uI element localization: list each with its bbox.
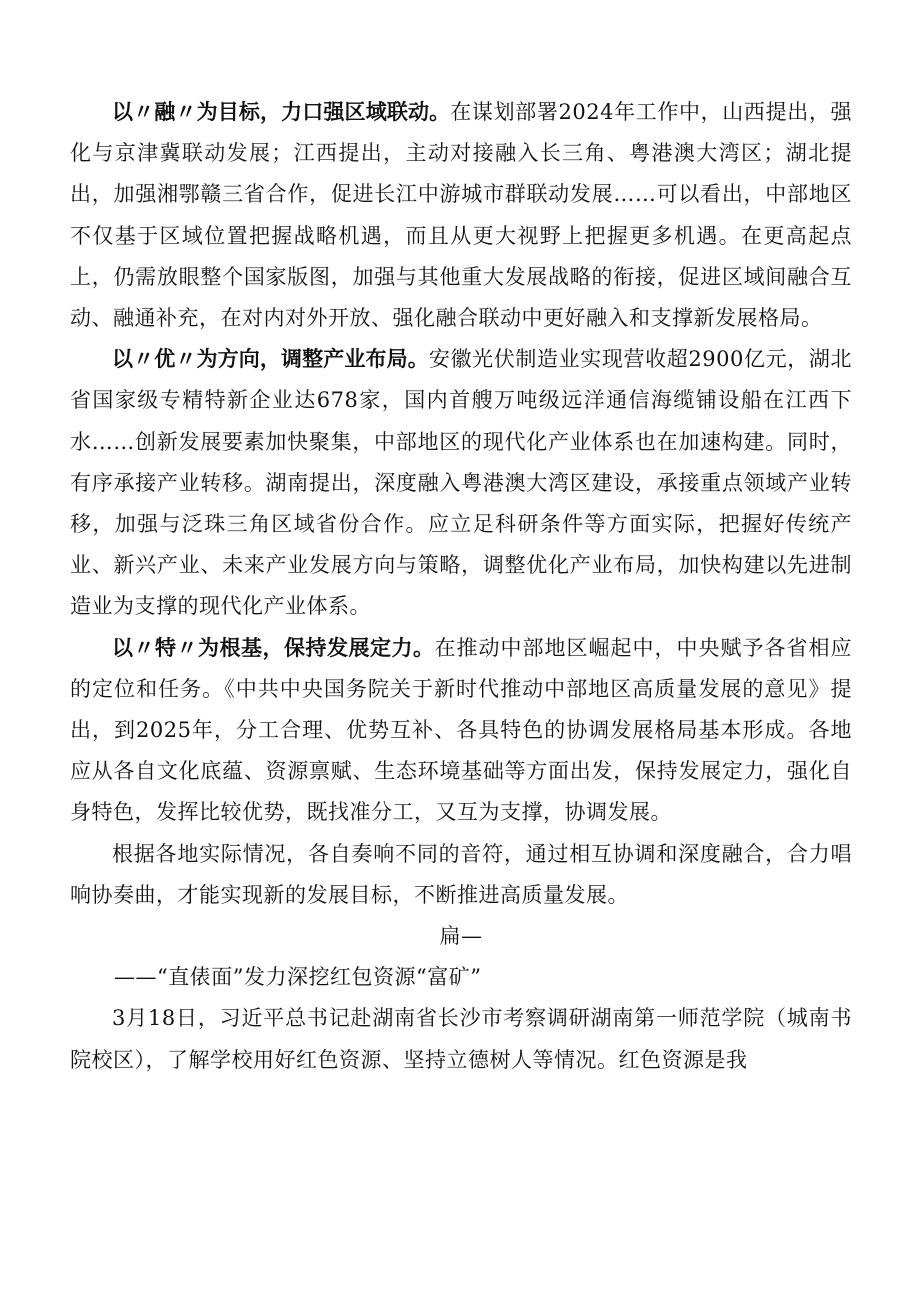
paragraph-1-lead: 以〃融〃为目标，力口强区域联动。 <box>112 100 451 124</box>
paragraph-2 <box>70 339 852 627</box>
paragraph-2-text: 安徽光伏制造业实现营收超2900亿元，湖北省国家级专精特新企业达678家，国内首艘万吨级远洋通信海缆铺设船在江西下水……创新发展要素加快聚集，中部地区的现代化产业体系也在加速构建。同时，有序承接产业转移。湖南提出，深度融入粤港澳大湾区建设，承接重点领域产业转移，加强与泛珠三角区域省份合作。应立足科研条件等方面实际，把握好传统产业、新兴产业、未来产业发展方向与策略，调整优化产业布局，加快构建以先进制造业为支撑的现代化产业体系。 <box>70 347 852 619</box>
paragraph-2-lead: 以〃优〃为方向，调整产业布局。 <box>112 347 429 372</box>
paragraph-4-text: 根据各地实际情况，各自奏响不同的音符，通过相互协调和深度融合，合力唱响协奏曲，才能实现新的发展目标，不断推进高质量发展。 <box>70 841 852 907</box>
section-title: 扁— <box>439 924 483 949</box>
paragraph-3-text: 在推动中部地区崛起中，中央赋予各省相应的定位和任务。《中共中央国务院关于新时代推动中部地区高质量发展的意见》提出，到2025年，分工合理、优势互补、各具特色的协调发展格局基本形成。各地应从各自文化底蕴、资源禀赋、生态环境基础等方面出发，保持发展定力，强化自身特色，发挥比较优势，既找准分工，又互为支撑，协调发展。 <box>70 635 852 825</box>
paragraph-1 <box>70 92 852 339</box>
section-subtitle: ——“直俵面”发力深挖红包资源“富矿” <box>114 965 482 990</box>
paragraph-3-lead: 以〃特〃为根基，保持发展定力。 <box>112 635 435 660</box>
paragraph-3 <box>70 628 852 834</box>
paragraph-1-text: 在谋划部署2024年工作中，山西提出，强化与京津冀联动发展；江西提出，主动对接融入长三角、粤港澳大湾区；湖北提出，加强湘鄂赣三省合作，促进长江中游城市群联动发展……可以看出，中部地区不仅基于区域位置把握战略机遇，而且从更大视野上把握更多机遇。在更高起点上，仍需放眼整个国家版图，加强与其他重大发展战略的衔接，促进区域间融合互动、融通补充，在对内对外开放、强化融合联动中更好融入和支撑新发展格局。 <box>70 100 852 331</box>
final-paragraph: 3月18日，习近平总书记赴湖南省长沙市考察调研湖南第一师范学院（城南书院校区），了解学校用好红色资源、坚持立德树人等情况。红色资源是我 <box>70 1006 852 1072</box>
paragraph-4 <box>70 834 852 916</box>
document-body <box>70 92 852 1081</box>
